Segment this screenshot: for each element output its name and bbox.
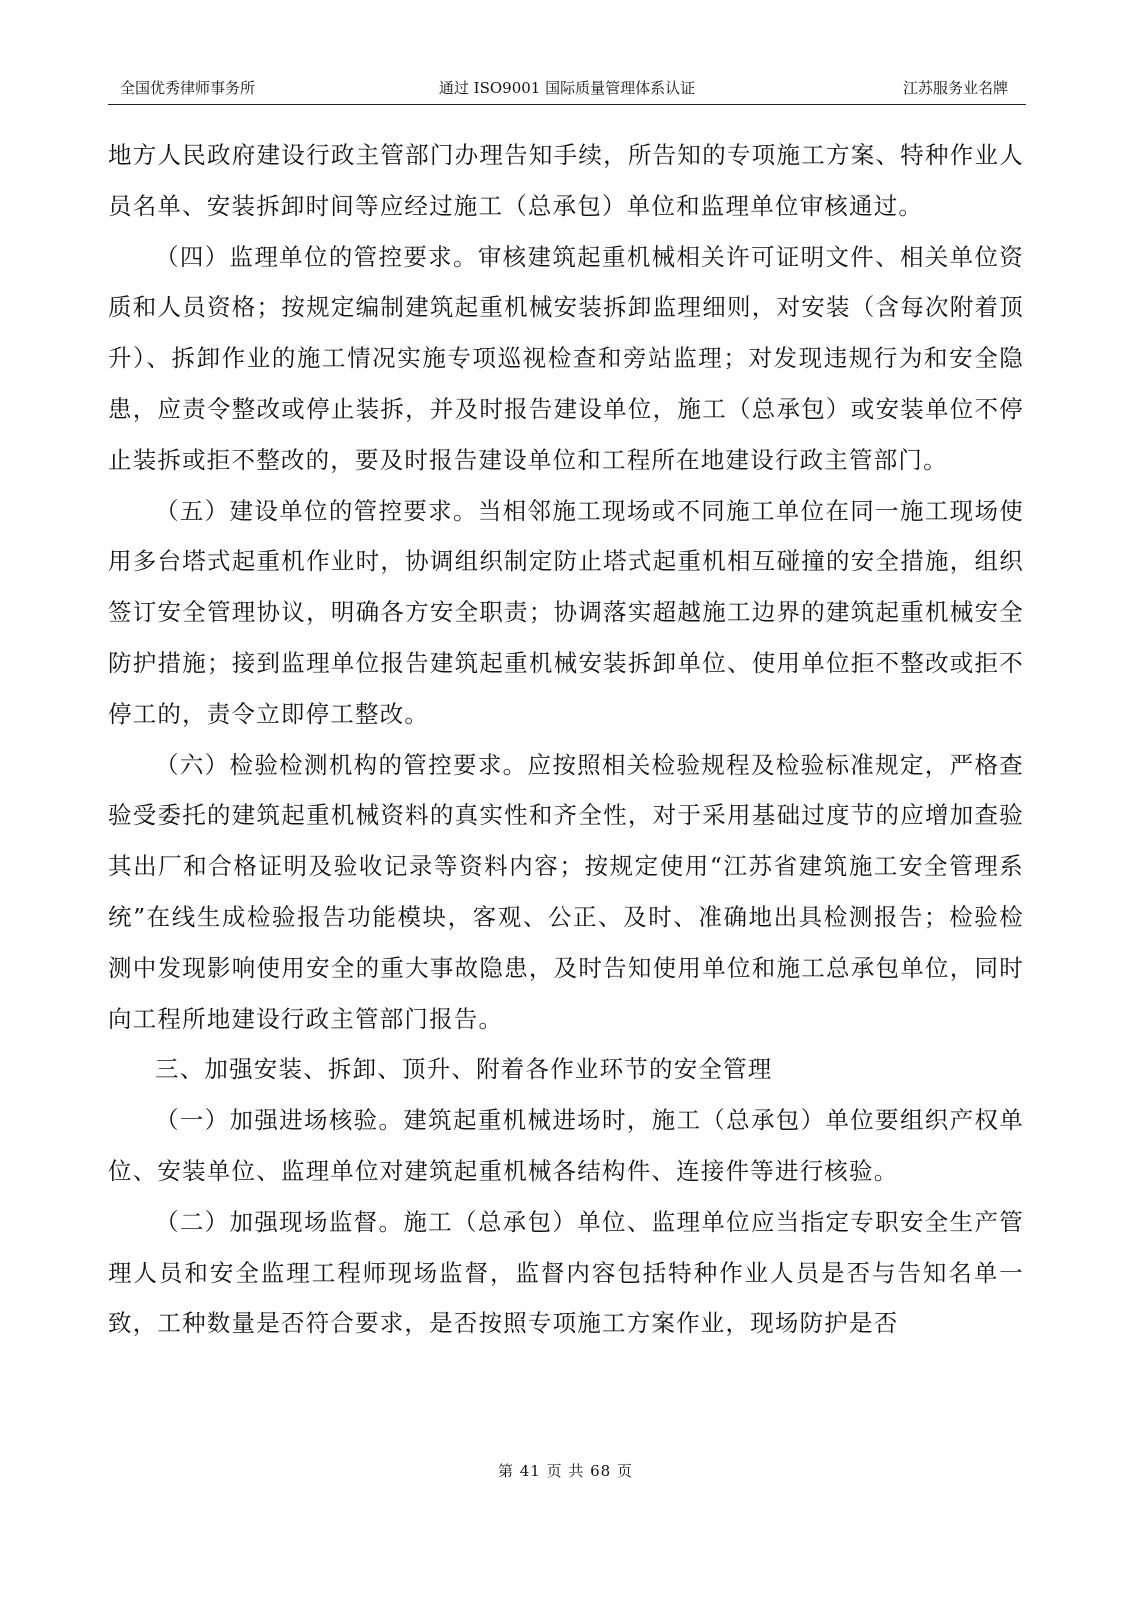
header-right-text: 江苏服务业名牌 bbox=[902, 79, 1008, 97]
paragraph: （二）加强现场监督。施工（总承包）单位、监理单位应当指定专职安全生产管理人员和安全监理工程师现场监督，监督内容包括特种作业人员是否与告知名单一致，工种数量是否符合要求，是否按照专项施工方案作业，现场防护是否 bbox=[108, 1207, 1024, 1338]
page-header bbox=[108, 78, 1026, 105]
paragraph: （五）建设单位的管控要求。当相邻施工现场或不同施工单位在同一施工现场使用多台塔式起重机作业时，协调组织制定防止塔式起重机相互碰撞的安全措施，组织签订安全管理协议，明确各方安全职责；协调落实超越施工边界的建筑起重机械安全防护措施；接到监理单位报告建筑起重机械安装拆卸单位、使用单位拒不整改或拒不停工的，责令立即停工整改。 bbox=[108, 496, 1024, 728]
paragraph: （一）加强进场核验。建筑起重机械进场时，施工（总承包）单位要组织产权单位、安装单位、监理单位对建筑起重机械各结构件、连接件等进行核验。 bbox=[108, 1106, 1024, 1185]
paragraph: （六）检验检测机构的管控要求。应按照相关检验规程及检验标准规定，严格查验受委托的建筑起重机械资料的真实性和齐全性，对于采用基础过度节的应增加查验其出厂和合格证明及验收记录等资料内容；按规定使用“江苏省建筑施工安全管理系统”在线生成检验报告功能模块，客观、公正、及时、准确地出具检测报告；检验检测中发现影响使用安全的重大事故隐患，及时告知使用单位和施工总承包单位，同时向工程所地建设行政主管部门报告。 bbox=[108, 750, 1024, 1033]
section-heading: 三、加强安装、拆卸、顶升、附着各作业环节的安全管理 bbox=[155, 1055, 773, 1084]
paragraph: 地方人民政府建设行政主管部门办理告知手续，所告知的专项施工方案、特种作业人员名单、安装拆卸时间等应经过施工（总承包）单位和监理单位审核通过。 bbox=[108, 141, 1024, 220]
document-body bbox=[108, 130, 1024, 1349]
paragraph: （四）监理单位的管控要求。审核建筑起重机械相关许可证明文件、相关单位资质和人员资格；按规定编制建筑起重机械安装拆卸监理细则，对安装（含每次附着顶升）、拆卸作业的施工情况实施专项巡视检查和旁站监理；对发现违规行为和安全隐患，应责令整改或停止装拆，并及时报告建设单位，施工（总承包）或安装单位不停止装拆或拒不整改的，要及时报告建设单位和工程所在地建设行政主管部门。 bbox=[108, 242, 1024, 474]
page-number-footer: 第 41 页 共 68 页 bbox=[497, 1462, 633, 1480]
header-center-text: 通过 ISO9001 国际质量管理体系认证 bbox=[438, 79, 696, 97]
header-left-text: 全国优秀律师事务所 bbox=[120, 79, 256, 97]
